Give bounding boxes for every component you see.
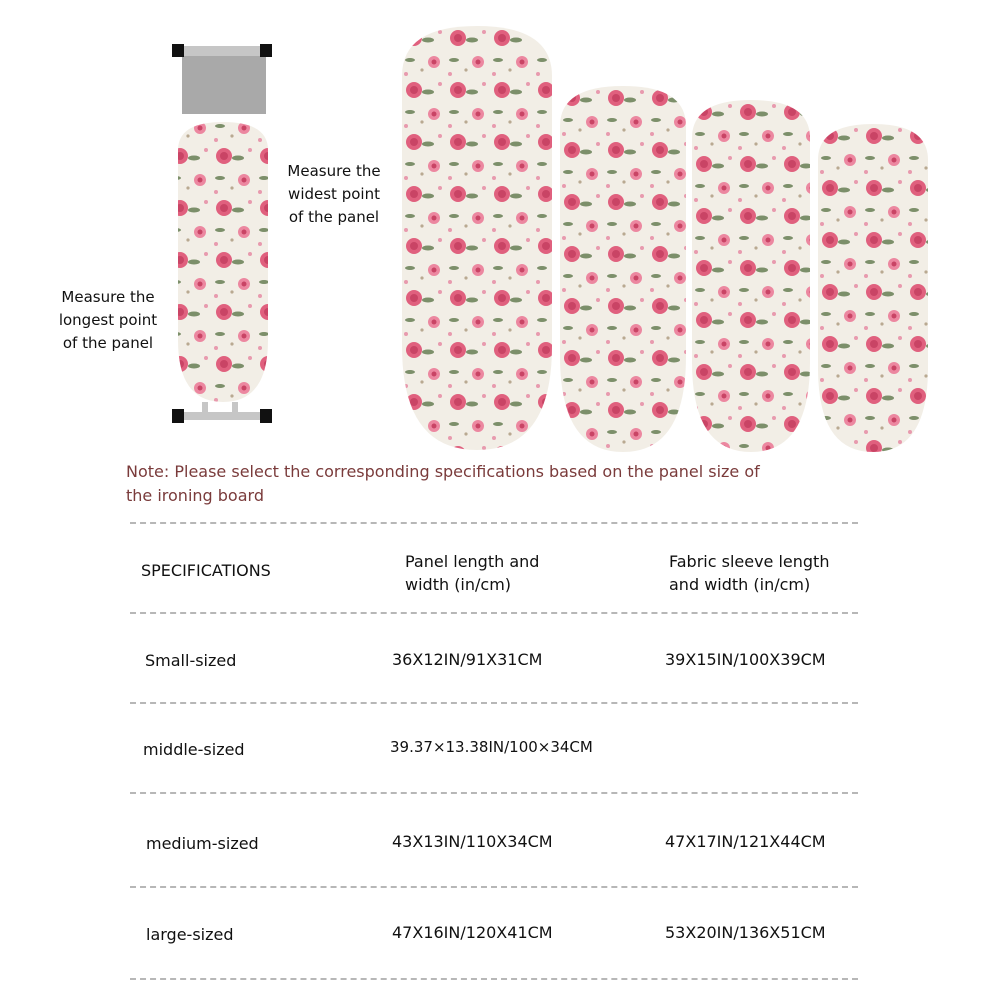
table-divider (130, 612, 858, 614)
note-line-1: Note: Please select the corresponding specifications based on the panel size of (126, 462, 760, 481)
row-panel-size: 36X12IN/91X31CM (392, 650, 543, 669)
header-panel-size (405, 550, 539, 596)
board-cover-small (818, 124, 928, 452)
row-sleeve-size: 47X17IN/121X44CM (665, 832, 826, 851)
measure-widest-line-2: widest point (288, 185, 380, 203)
table-divider (130, 978, 858, 980)
board-cover-middle-graphic (692, 100, 810, 452)
board-cover-medium (560, 86, 686, 452)
board-cover-middle (692, 100, 810, 452)
row-panel-size: 39.37×13.38IN/100×34CM (390, 738, 593, 756)
table-divider (130, 702, 858, 704)
header-sleeve-size (669, 550, 829, 596)
table-divider (130, 522, 858, 524)
measure-longest-line-2: longest point (58, 311, 158, 329)
header-sleeve-line-1: Fabric sleeve length (669, 552, 830, 571)
board-cover-small-graphic (818, 124, 928, 452)
measure-widest-label (280, 160, 388, 229)
measure-widest-line-1: Measure the (287, 162, 381, 180)
row-size-label: middle-sized (143, 740, 245, 759)
board-cover-large-graphic (402, 26, 552, 450)
row-size-label: Small-sized (145, 651, 237, 670)
board-cover-medium-graphic (560, 86, 686, 452)
table-divider (130, 792, 858, 794)
row-panel-size: 47X16IN/120X41CM (392, 923, 553, 942)
header-sleeve-line-2: and width (in/cm) (669, 575, 811, 594)
diagram-ironing-board (168, 40, 278, 430)
row-size-label: medium-sized (146, 834, 259, 853)
row-panel-size: 43X13IN/110X34CM (392, 832, 553, 851)
header-panel-line-2: width (in/cm) (405, 575, 512, 594)
table-divider (130, 886, 858, 888)
row-size-label: large-sized (146, 925, 234, 944)
measure-widest-line-3: of the panel (288, 208, 380, 226)
header-specifications: SPECIFICATIONS (141, 561, 271, 580)
size-selection-note (126, 460, 826, 508)
board-diagram-graphic (168, 40, 278, 430)
measure-longest-line-1: Measure the (61, 288, 155, 306)
board-cover-large (402, 26, 552, 450)
measure-longest-label (50, 286, 166, 355)
row-sleeve-size: 39X15IN/100X39CM (665, 650, 826, 669)
row-sleeve-size: 53X20IN/136X51CM (665, 923, 826, 942)
note-line-2: the ironing board (126, 486, 264, 505)
header-panel-line-1: Panel length and (405, 552, 540, 571)
measure-longest-line-3: of the panel (62, 334, 154, 352)
